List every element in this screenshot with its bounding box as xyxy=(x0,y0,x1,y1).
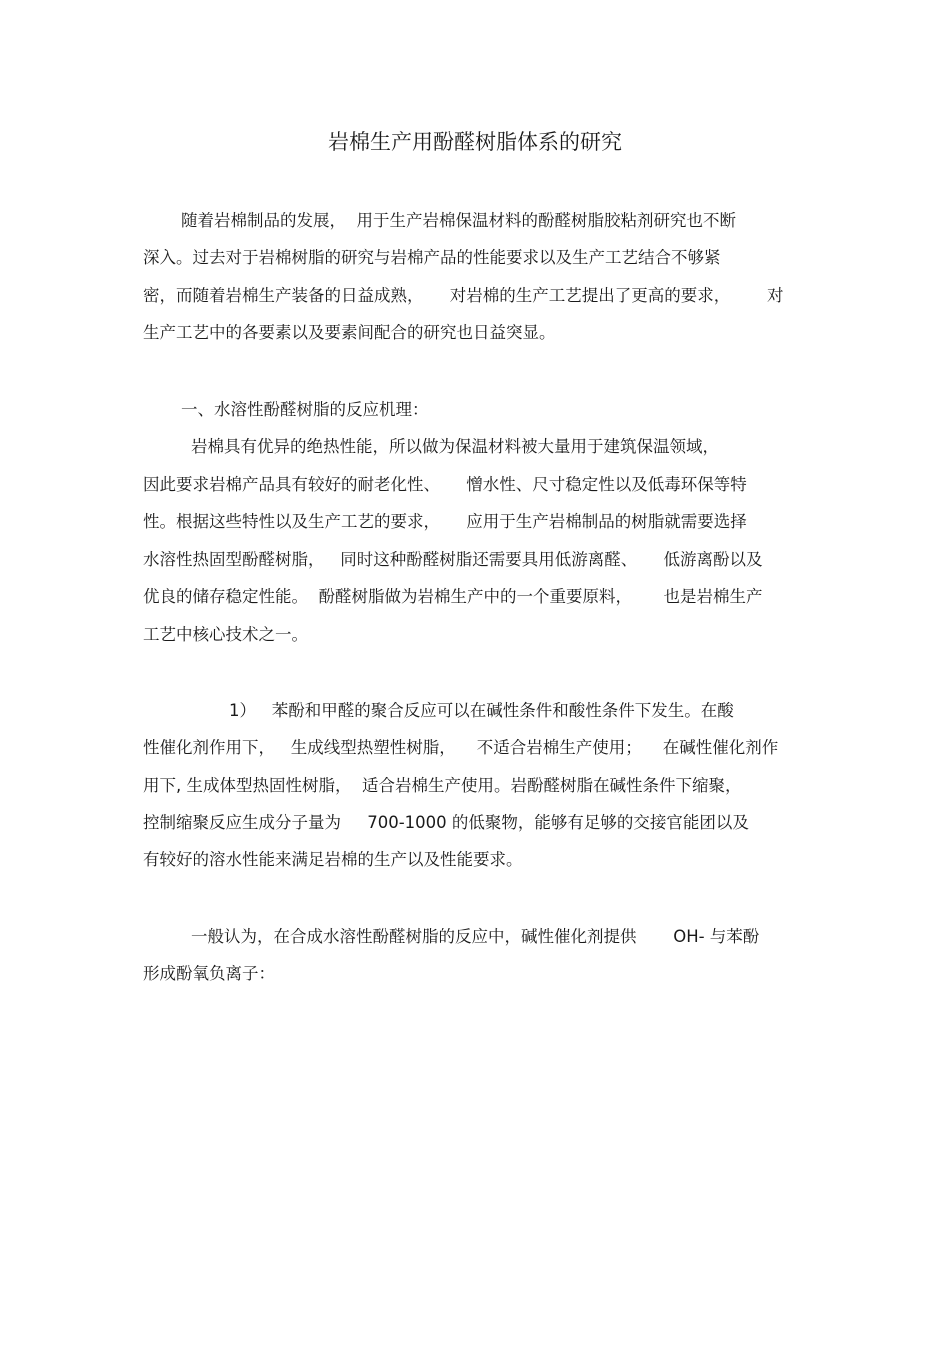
document-title: 岩棉生产用酚醛树脂体系的研究 xyxy=(328,130,622,154)
paragraph-line: 有较好的溶水性能来满足岩棉的生产以及性能要求。 xyxy=(143,850,523,869)
paragraph-line: 一般认为，在合成水溶性酚醛树脂的反应中，碱性催化剂提供 OH- 与苯酚 xyxy=(191,927,760,946)
paragraph-line: 性催化剂作用下， 生成线型热塑性树脂， 不适合岩棉生产使用； 在碱性催化剂作 xyxy=(143,738,779,757)
section-heading: 一、水溶性酚醛树脂的反应机理： xyxy=(181,400,429,419)
paragraph-line: 生产工艺中的各要素以及要素间配合的研究也日益突显。 xyxy=(143,323,556,342)
paragraph-line: 用下, 生成体型热固性树脂， 适合岩棉生产使用。岩酚醛树脂在碱性条件下缩聚， xyxy=(143,776,742,795)
paragraph-line: 岩棉具有优异的绝热性能，所以做为保温材料被大量用于建筑保温领域， xyxy=(191,437,719,456)
paragraph-line: 密，而随着岩棉生产装备的日益成熟， 对岩棉的生产工艺提出了更高的要求， 对 xyxy=(143,286,784,305)
paragraph-line: 水溶性热固型酚醛树脂， 同时这种酚醛树脂还需要具用低游离醛、 低游离酚以及 xyxy=(143,550,763,569)
paragraph-line: 形成酚氧负离子： xyxy=(143,964,275,983)
paragraph-line: 工艺中核心技术之一。 xyxy=(143,625,308,644)
paragraph-line: 因此要求岩棉产品具有较好的耐老化性、 憎水性、尺寸稳定性以及低毒环保等特 xyxy=(143,475,747,494)
paragraph-line: 随着岩棉制品的发展， 用于生产岩棉保温材料的酚醛树脂胶粘剂研究也不断 xyxy=(181,211,736,230)
paragraph-line: 优良的储存稳定性能。 酚醛树脂做为岩棉生产中的一个重要原料， 也是岩棉生产 xyxy=(143,587,763,606)
paragraph-line: 控制缩聚反应生成分子量为 700-1000 的低聚物，能够有足够的交接官能团以及 xyxy=(143,813,749,832)
paragraph-line: 性。根据这些特性以及生产工艺的要求， 应用于生产岩棉制品的树脂就需要选择 xyxy=(143,512,747,531)
paragraph-line: 深入。过去对于岩棉树脂的研究与岩棉产品的性能要求以及生产工艺结合不够紧 xyxy=(143,248,721,267)
numbered-paragraph-line: 1） 苯酚和甲醛的聚合反应可以在碱性条件和酸性条件下发生。在酸 xyxy=(229,701,734,720)
